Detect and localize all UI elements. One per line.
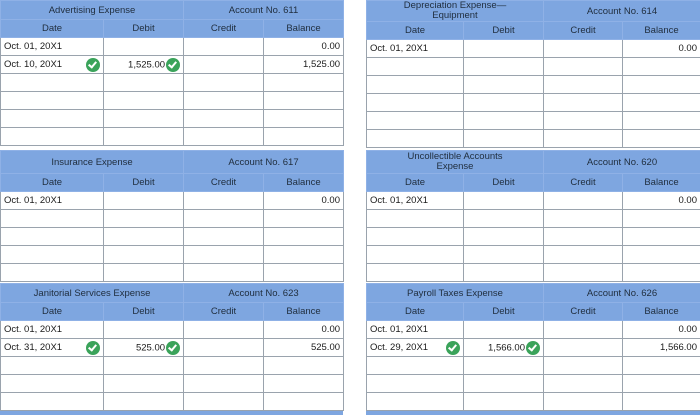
debit-value: 525.00	[135, 342, 166, 354]
col-debit: Debit	[104, 174, 184, 192]
check-icon	[86, 341, 100, 355]
check-icon	[166, 341, 180, 355]
col-debit: Debit	[464, 22, 544, 40]
col-balance: Balance	[264, 20, 344, 38]
check-icon	[526, 341, 540, 355]
balance-cell[interactable]	[264, 357, 344, 375]
date-cell[interactable]	[1, 128, 104, 146]
debit-cell[interactable]	[464, 357, 544, 375]
credit-cell[interactable]	[184, 210, 264, 228]
date-value: Oct. 31, 20X1	[4, 342, 63, 353]
balance-cell[interactable]	[264, 74, 344, 92]
date-cell[interactable]	[1, 393, 104, 411]
date-cell[interactable]	[1, 375, 104, 393]
table-row	[1, 210, 344, 228]
credit-cell[interactable]	[544, 357, 623, 375]
table-row	[1, 246, 344, 264]
debit-cell[interactable]	[104, 92, 184, 110]
col-credit: Credit	[184, 174, 264, 192]
balance-cell[interactable]: 1,525.00	[264, 56, 344, 74]
table-row	[367, 112, 700, 130]
account-title: Payroll Taxes Expense	[367, 284, 544, 303]
debit-cell[interactable]	[464, 264, 544, 282]
balance-cell[interactable]	[264, 375, 344, 393]
date-cell[interactable]	[1, 357, 104, 375]
debit-cell[interactable]	[464, 246, 544, 264]
table-row	[1, 192, 344, 210]
account-title: Insurance Expense	[1, 151, 184, 174]
date-cell[interactable]	[1, 56, 104, 74]
date-cell[interactable]: Oct. 01, 20X1	[1, 192, 104, 210]
next-ledger-header-strip	[0, 411, 343, 415]
credit-cell[interactable]	[184, 264, 264, 282]
debit-cell[interactable]	[464, 112, 544, 130]
balance-cell[interactable]: 525.00	[264, 339, 344, 357]
credit-cell[interactable]	[184, 321, 264, 339]
date-cell[interactable]	[367, 58, 464, 76]
debit-cell[interactable]	[464, 375, 544, 393]
credit-cell[interactable]	[544, 228, 623, 246]
credit-cell[interactable]	[184, 38, 264, 56]
balance-cell[interactable]	[264, 92, 344, 110]
balance-cell[interactable]	[623, 58, 700, 76]
table-row	[1, 393, 344, 411]
table-row	[1, 38, 344, 56]
date-cell[interactable]: Oct. 01, 20X1	[1, 38, 104, 56]
account-title	[367, 1, 544, 22]
balance-cell[interactable]	[623, 210, 700, 228]
date-cell[interactable]	[367, 210, 464, 228]
credit-cell[interactable]	[184, 128, 264, 146]
table-row	[1, 128, 344, 146]
balance-cell[interactable]	[623, 112, 700, 130]
date-cell[interactable]	[367, 94, 464, 112]
date-cell[interactable]	[367, 246, 464, 264]
ledger-advertising-expense	[0, 0, 344, 146]
check-icon	[86, 58, 100, 72]
credit-cell[interactable]	[184, 192, 264, 210]
debit-cell[interactable]	[104, 357, 184, 375]
date-cell[interactable]	[367, 375, 464, 393]
col-credit: Credit	[184, 20, 264, 38]
credit-cell[interactable]	[184, 357, 264, 375]
date-cell[interactable]: Oct. 01, 20X1	[1, 321, 104, 339]
col-credit: Credit	[544, 303, 623, 321]
account-title-text: Depreciation Expense—Equipment	[403, 0, 507, 21]
col-date: Date	[1, 20, 104, 38]
credit-cell[interactable]	[544, 393, 623, 411]
date-cell[interactable]	[367, 264, 464, 282]
debit-cell[interactable]	[464, 393, 544, 411]
ledger-depreciation-expense	[366, 0, 700, 148]
debit-cell[interactable]	[104, 110, 184, 128]
account-number: Account No. 623	[184, 284, 344, 303]
debit-cell[interactable]	[104, 128, 184, 146]
table-row	[1, 228, 344, 246]
date-cell[interactable]	[1, 210, 104, 228]
date-cell[interactable]	[1, 228, 104, 246]
account-number: Account No. 614	[544, 1, 700, 22]
account-title: Advertising Expense	[1, 1, 184, 20]
table-row	[367, 246, 700, 264]
balance-cell[interactable]	[264, 393, 344, 411]
credit-cell[interactable]	[184, 228, 264, 246]
balance-cell[interactable]	[623, 228, 700, 246]
balance-cell[interactable]	[623, 76, 700, 94]
date-cell[interactable]	[1, 110, 104, 128]
col-balance: Balance	[623, 174, 700, 192]
col-date: Date	[367, 303, 464, 321]
account-title-text: Uncollectible Accounts Expense	[407, 151, 503, 172]
balance-cell[interactable]: 0.00	[623, 321, 700, 339]
account-number: Account No. 626	[544, 284, 700, 303]
credit-cell[interactable]	[544, 339, 623, 357]
ledger-uncollectible-accounts-expense	[366, 150, 700, 282]
balance-cell[interactable]	[264, 264, 344, 282]
date-cell[interactable]	[367, 339, 464, 357]
account-title	[367, 151, 544, 174]
ledger-payroll-taxes-expense	[366, 283, 700, 411]
col-date: Date	[367, 174, 464, 192]
balance-cell[interactable]: 0.00	[264, 38, 344, 56]
credit-cell[interactable]	[544, 375, 623, 393]
balance-cell[interactable]	[264, 128, 344, 146]
col-date: Date	[1, 303, 104, 321]
credit-cell[interactable]	[544, 58, 623, 76]
debit-cell[interactable]	[464, 130, 544, 148]
table-row	[1, 92, 344, 110]
col-balance: Balance	[623, 303, 700, 321]
col-debit: Debit	[104, 20, 184, 38]
col-debit: Debit	[464, 174, 544, 192]
col-credit: Credit	[544, 174, 623, 192]
debit-cell[interactable]	[464, 210, 544, 228]
balance-cell[interactable]	[623, 375, 700, 393]
credit-cell[interactable]	[184, 74, 264, 92]
col-debit: Debit	[464, 303, 544, 321]
debit-cell[interactable]	[104, 74, 184, 92]
balance-cell[interactable]: 1,566.00	[623, 339, 700, 357]
col-date: Date	[1, 174, 104, 192]
col-balance: Balance	[623, 22, 700, 40]
debit-cell[interactable]	[464, 192, 544, 210]
table-row	[1, 56, 344, 74]
credit-cell[interactable]	[544, 321, 623, 339]
debit-cell[interactable]	[464, 321, 544, 339]
table-row	[367, 321, 700, 339]
account-number: Account No. 611	[184, 1, 344, 20]
col-credit: Credit	[544, 22, 623, 40]
date-cell[interactable]	[1, 264, 104, 282]
credit-cell[interactable]	[544, 246, 623, 264]
ledger-janitorial-services-expense	[0, 283, 344, 411]
balance-cell[interactable]	[264, 228, 344, 246]
table-row	[367, 58, 700, 76]
table-row	[1, 357, 344, 375]
date-cell[interactable]	[367, 357, 464, 375]
credit-cell[interactable]	[544, 192, 623, 210]
date-cell[interactable]	[367, 76, 464, 94]
date-value: Oct. 29, 20X1	[370, 342, 429, 353]
credit-cell[interactable]	[184, 92, 264, 110]
balance-cell[interactable]	[264, 110, 344, 128]
table-row	[367, 210, 700, 228]
debit-cell[interactable]	[464, 40, 544, 58]
table-row	[367, 393, 700, 411]
credit-cell[interactable]	[184, 393, 264, 411]
date-cell[interactable]	[1, 339, 104, 357]
col-credit: Credit	[184, 303, 264, 321]
table-row	[367, 130, 700, 148]
table-row	[1, 321, 344, 339]
table-row	[367, 192, 700, 210]
balance-cell[interactable]	[264, 246, 344, 264]
account-title: Janitorial Services Expense	[1, 284, 184, 303]
table-row	[367, 264, 700, 282]
balance-cell[interactable]	[623, 130, 700, 148]
debit-cell[interactable]	[104, 192, 184, 210]
date-cell[interactable]	[367, 130, 464, 148]
balance-cell[interactable]	[623, 393, 700, 411]
debit-cell[interactable]	[104, 264, 184, 282]
date-cell[interactable]: Oct. 01, 20X1	[367, 40, 464, 58]
ledger-insurance-expense	[0, 150, 344, 282]
credit-cell[interactable]	[184, 56, 264, 74]
debit-cell[interactable]	[464, 76, 544, 94]
balance-cell[interactable]: 0.00	[264, 192, 344, 210]
table-row	[367, 76, 700, 94]
date-cell[interactable]	[1, 74, 104, 92]
debit-value: 1,525.00	[128, 59, 166, 71]
debit-cell[interactable]	[104, 210, 184, 228]
table-row	[1, 339, 344, 357]
table-row	[367, 228, 700, 246]
credit-cell[interactable]	[544, 210, 623, 228]
debit-cell[interactable]	[104, 56, 184, 74]
table-row	[1, 264, 344, 282]
date-cell[interactable]: Oct. 01, 20X1	[367, 192, 464, 210]
debit-cell[interactable]	[464, 339, 544, 357]
balance-cell[interactable]: 0.00	[623, 192, 700, 210]
next-ledger-header-strip	[366, 411, 700, 415]
balance-cell[interactable]	[264, 210, 344, 228]
account-number: Account No. 620	[544, 151, 700, 174]
credit-cell[interactable]	[184, 246, 264, 264]
check-icon	[166, 58, 180, 72]
col-balance: Balance	[264, 303, 344, 321]
credit-cell[interactable]	[544, 94, 623, 112]
balance-cell[interactable]: 0.00	[623, 40, 700, 58]
credit-cell[interactable]	[184, 375, 264, 393]
debit-cell[interactable]	[464, 58, 544, 76]
date-cell[interactable]: Oct. 01, 20X1	[367, 321, 464, 339]
balance-cell[interactable]	[623, 94, 700, 112]
col-balance: Balance	[264, 174, 344, 192]
balance-cell[interactable]	[623, 357, 700, 375]
credit-cell[interactable]	[544, 130, 623, 148]
credit-cell[interactable]	[544, 264, 623, 282]
debit-cell[interactable]	[104, 339, 184, 357]
credit-cell[interactable]	[544, 40, 623, 58]
table-row	[1, 375, 344, 393]
balance-cell[interactable]: 0.00	[264, 321, 344, 339]
debit-cell[interactable]	[104, 375, 184, 393]
table-row	[367, 94, 700, 112]
col-debit: Debit	[104, 303, 184, 321]
credit-cell[interactable]	[544, 112, 623, 130]
date-value: Oct. 10, 20X1	[4, 59, 63, 70]
debit-cell[interactable]	[104, 246, 184, 264]
debit-cell[interactable]	[104, 393, 184, 411]
balance-cell[interactable]	[623, 264, 700, 282]
table-row	[367, 40, 700, 58]
date-cell[interactable]	[1, 92, 104, 110]
balance-cell[interactable]	[623, 246, 700, 264]
account-number: Account No. 617	[184, 151, 344, 174]
debit-cell[interactable]	[104, 38, 184, 56]
debit-cell[interactable]	[104, 321, 184, 339]
credit-cell[interactable]	[184, 339, 264, 357]
credit-cell[interactable]	[544, 76, 623, 94]
table-row	[367, 375, 700, 393]
table-row	[367, 339, 700, 357]
table-row	[1, 74, 344, 92]
debit-cell[interactable]	[464, 94, 544, 112]
debit-cell[interactable]	[464, 228, 544, 246]
date-cell[interactable]	[367, 112, 464, 130]
table-row	[367, 357, 700, 375]
debit-value: 1,566.00	[488, 342, 525, 354]
table-row	[1, 110, 344, 128]
date-cell[interactable]	[1, 246, 104, 264]
col-date: Date	[367, 22, 464, 40]
date-cell[interactable]	[367, 393, 464, 411]
credit-cell[interactable]	[184, 110, 264, 128]
check-icon	[446, 341, 460, 355]
date-cell[interactable]	[367, 228, 464, 246]
debit-cell[interactable]	[104, 228, 184, 246]
